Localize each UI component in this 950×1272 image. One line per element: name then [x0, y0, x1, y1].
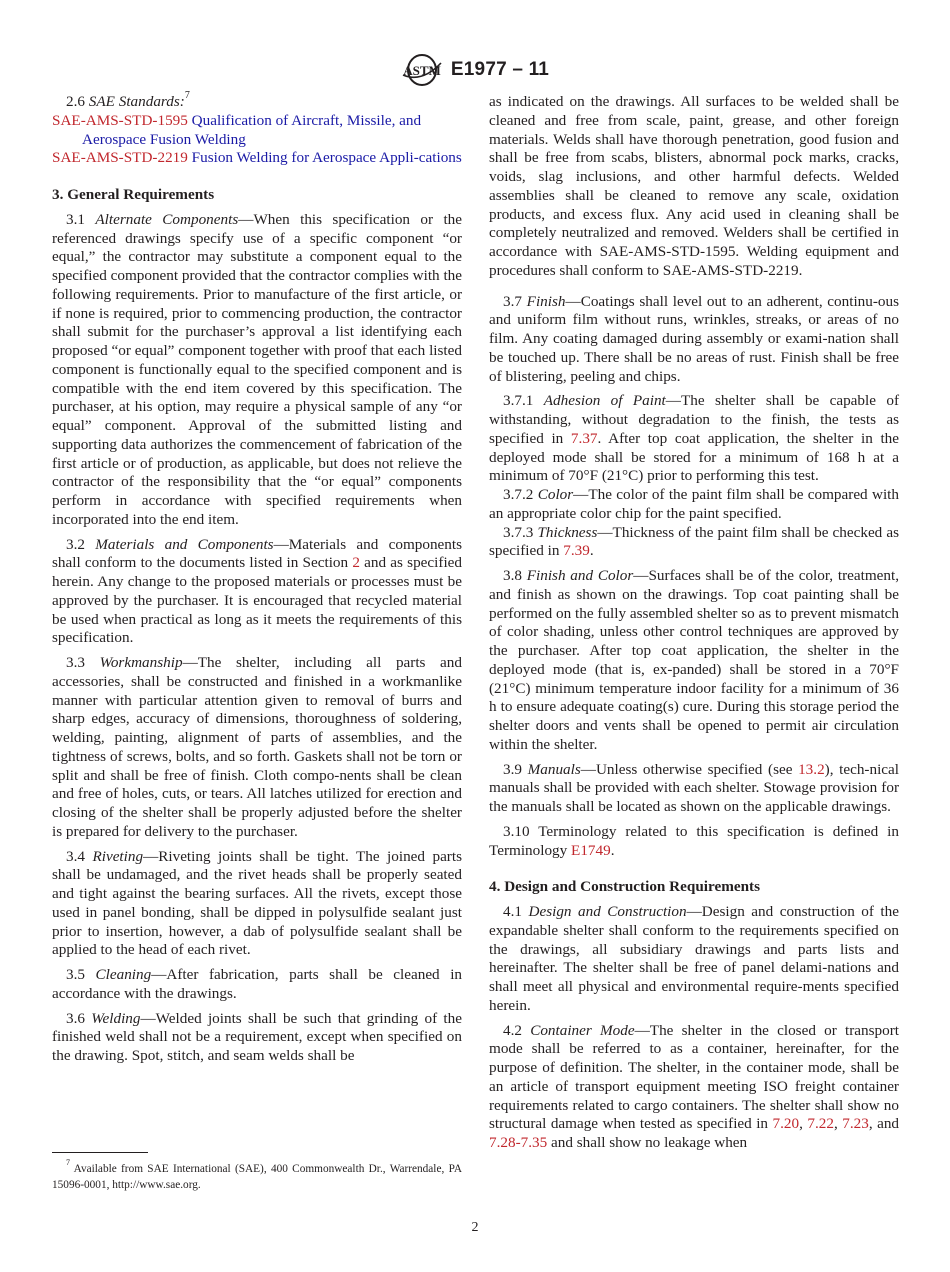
left-column	[52, 89, 463, 1072]
section-link[interactable]: 2	[352, 554, 360, 572]
footnote: $^7$ Available from SAE International (SAE), 400 Commonwealth Dr., Warrendale, PA 15096-0001, http://www.sae.org.	[52, 1158, 462, 1191]
paragraph-4-1: 4.1 Design and Construction—Design and construction of the expandable shelter shall conform to the requirements specified on the drawings, all subsidiary drawings and parts lists and hereinafter. The shelter shall be free of panel delami-nations and shall meet all physical and environmental require-ments specified herein.	[489, 903, 899, 1014]
paragraph-4-2: 4.2 Container Mode—The shelter in the closed or transport mode shall be referred to as a container, hereinafter, for the purpose of definition. The shelter, in the container mode, shall be an article of transport equipment meeting ISO freight container requirements related to cargo containers. The shelter shall show no structural damage when tested as specified in 7.20, 7.22, 7.23, and 7.28-7.35 and shall show no leakage when	[489, 1021, 900, 1151]
reference-code-link[interactable]: SAE-AMS-STD-1595	[52, 111, 188, 129]
section-heading-4: 4. Design and Construction Requirements	[489, 878, 761, 896]
paragraph-3-7-2: 3.7.2 Color—The color of the paint film shall be compared with an appropriate color chip for the paint specified.	[489, 486, 899, 522]
reference-title-link[interactable]: Fusion Welding for Aerospace Appli-cations	[191, 149, 462, 167]
page-header	[0, 52, 950, 88]
svg-text:ASTM: ASTM	[403, 63, 441, 78]
paragraph-3-6-continued: as indicated on the drawings. All surfaces to be welded shall be cleaned and free from scale, paint, grease, and other foreign materials. Welds shall have thorough penetration, good fusion and shall be free from scabs, blisters, abnormal pock marks, cracks, voids, slag inclusions, and other harmful defects. Welded assemblies shall be cleaned to remove any scale, oxidation products, and excess flux. Any acid used in cleaning shall be completely neutralized and removed. Welders shall be certified in accordance with SAE-AMS-STD-1595. Welding equipment and procedures shall conform to SAE-AMS-STD-2219.	[489, 93, 899, 279]
paragraph-3-5: 3.5 Cleaning—After fabrication, parts shall be cleaned in accordance with the drawings.	[52, 966, 463, 1002]
footnote-mark: 7	[184, 89, 190, 101]
section-link[interactable]: 7.28-7.35	[489, 1134, 548, 1151]
section-link[interactable]: 7.23	[842, 1115, 869, 1133]
reference-title-link[interactable]: Qualification of Aircraft, Missile, and Aerospace Fusion Welding	[82, 111, 422, 148]
paragraph-3-4: 3.4 Riveting—Riveting joints shall be tight. The joined parts shall be undamaged, and the rivet heads shall be properly seated and tight against the bearing surfaces. All the rivets, except those used in panel bonding, shall be dipped in polysulfide sealant just prior to insertion, however, a dab of polysulfide sealant shall be applied to the head of each rivet.	[52, 847, 462, 959]
section-link[interactable]: 13.2	[798, 760, 825, 778]
sae-standards-heading: 2.6 SAE Standards:$^7$	[66, 89, 190, 110]
section-link[interactable]: 7.20	[772, 1115, 800, 1133]
paragraph-3-9: 3.9 Manuals—Unless otherwise specified (see 13.2), tech-nical manuals shall be provided with each shelter. Stowage provision for the manuals shall be located as shown on the applicable drawings.	[489, 760, 899, 815]
paragraph-3-3: 3.3 Workmanship—The shelter, including all parts and accessories, shall be constructed and finished in a workmanlike manner with particular attention given to removal of burrs and sharp edges, accuracy of dimensions, thoroughness of soldering, welding, painting, alignment of parts of assemblies, and the tightness of screws, bolts, and so forth. Gaskets shall not be torn or split and shall be free of finish. Cloth compo-nents shall be clean and free of holes, cuts, or tears. All latches utilized for erection and closing of the shelter shall be properly adjusted before the shelter is prepared for delivery to the purchaser.	[52, 654, 462, 840]
reference-entry[interactable]	[52, 149, 462, 168]
paragraph-3-7-3: 3.7.3 Thickness—Thickness of the paint film shall be checked as specified in 7.39.	[489, 523, 899, 560]
paragraph-3-8: 3.8 Finish and Color—Surfaces shall be of the color, treatment, and finish as shown on the drawings. Top coat painting shall be performed on the fully assembled shelter so as to prevent mismatch of color shading, unless other control techniques are approved by the purchaser. After top coat application, the shelter in the deployed mode (that is, ex-panded) shall be stored in a 70°F (21°C) minimum temperature indoor facility for a minimum of 36 h to ensure adequate coating(s) cure. During this storage period the shelter doors and vents shall be opened to permit air circulation within the shelter.	[489, 567, 899, 753]
right-column	[489, 93, 899, 1159]
paragraph-3-10: 3.10 Terminology related to this specification is defined in Terminology E1749.	[489, 822, 899, 859]
paragraph-3-1: 3.1 Alternate Components—When this specification or the referenced drawings specify use of a specific component “or equal,” the contractor may substitute a component equal to the specified component provided that the contractor complies with the following requirements. Prior to manufacture of the first article, or if none is required, prior to commencing production, the contractor shall submit for the purchaser’s approval a list identifying each proposed “or equal” component together with proof that each listed component is functionally equal to the specified component and is compatible with the end item covered by this specification. The purchaser, at his option, may require a physical sample of any “or equal” component. Approval of the submitted listing and supporting data authorizes the commencement of fabrication of the first article or of production, as applicable, but does not relieve the contractor of the responsibility that the “or equal” components perform in accordance with specified requirements when incorporated into the end item.	[52, 210, 463, 528]
section-heading-3: 3. General Requirements	[52, 186, 215, 203]
section-link[interactable]: 7.37	[570, 429, 598, 447]
paragraph-3-6: 3.6 Welding—Welded joints shall be such that grinding of the finished weld shall not be a requirement, except when specified on the drawing. Spot, stitch, and seam welds shall be	[52, 1009, 462, 1064]
page-number: 2	[471, 1220, 479, 1235]
footnote-divider	[52, 1152, 148, 1153]
section-link[interactable]: 7.39	[563, 542, 590, 560]
paragraph-3-2: 3.2 Materials and Components—Materials and components shall conform to the documents listed in Section 2 and as specified herein. Any change to the proposed materials or processes must be approved by the purchaser. It is encouraged that recycled material be used when practical as long as it meets the requirements of this specification.	[52, 535, 463, 647]
paragraph-3-7: 3.7 Finish—Coatings shall level out to an adherent, continu-ous and uniform film without runs, wrinkles, streaks, or areas of no film. Any coating damaged during assembly or exami-nation shall be touched up. There shall be no areas of rust. Finish shall be free of blistering, peeling and chips.	[489, 292, 900, 385]
reference-code-link[interactable]: SAE-AMS-STD-2219	[52, 149, 188, 167]
reference-entry[interactable]	[52, 112, 462, 150]
astm-logo-icon	[401, 53, 443, 87]
document-id: E1977 – 11	[450, 59, 550, 80]
section-link[interactable]: 7.22	[807, 1115, 834, 1133]
standard-link[interactable]: E1749	[571, 841, 611, 859]
paragraph-3-7-1: 3.7.1 Adhesion of Paint—The shelter shall be capable of withstanding, without degradation to the finish, the tests as specified in 7.37. After top coat application, the shelter in the deployed mode shall be stored for a minimum of 168 h at a minimum of 70°F (21°C) prior to performing this test.	[489, 392, 900, 485]
